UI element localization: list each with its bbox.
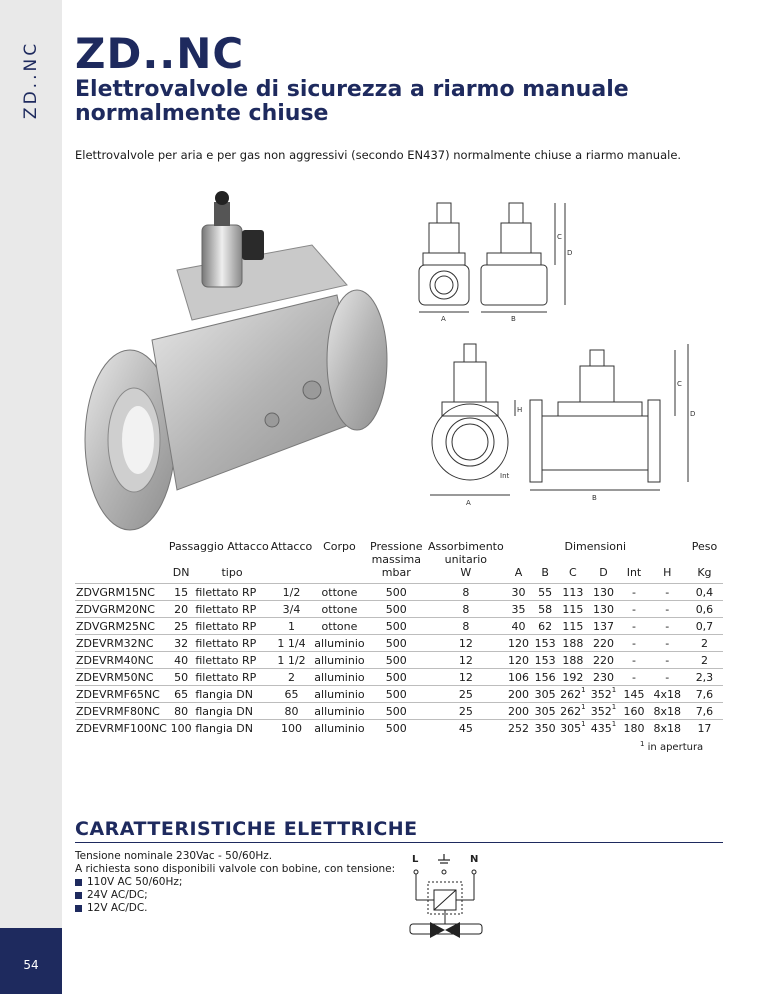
cell-w: 8	[427, 584, 505, 601]
cell-int: 160	[619, 703, 648, 720]
cell-a: 106	[505, 669, 533, 686]
drawing2-label-c: C	[677, 380, 682, 388]
cell-tipo: filettato RP	[194, 601, 269, 618]
cell-d: $435^1$	[588, 720, 620, 737]
table-row	[75, 635, 723, 652]
cell-dn: 65	[168, 686, 194, 703]
cell-corpo: alluminio	[314, 670, 365, 684]
wiring-schematic	[408, 850, 508, 945]
voltage-option: 24V AC/DC;	[75, 889, 405, 902]
cell-dn: 20	[168, 601, 194, 618]
cell-int: -	[619, 652, 648, 669]
electrical-text	[75, 850, 405, 915]
cell-kg: 2,3	[686, 669, 723, 686]
cell-tipo: filettato RP	[194, 618, 269, 635]
electrical-line-1: Tensione nominale 230Vac - 50/60Hz.	[75, 850, 273, 862]
header-corpo: Corpo	[323, 540, 356, 553]
cell-w: 8	[427, 618, 505, 635]
cell-w: 12	[427, 635, 505, 652]
header-pressione: Pressione massima	[370, 540, 423, 566]
cell-pressione: 500	[366, 703, 427, 720]
cell-d: 230	[588, 669, 620, 686]
cell-w: 25	[427, 686, 505, 703]
row-code: ZDEVRMF65NC	[75, 686, 168, 703]
cell-tipo: filettato RP	[194, 652, 269, 669]
cell-dn: 40	[168, 652, 194, 669]
cell-b: 305	[532, 703, 558, 720]
cell-tipo: flangia DN	[194, 720, 269, 737]
superscript-mark: 1	[581, 719, 586, 728]
electrical-heading: CARATTERISTICHE ELETTRICHE	[75, 818, 418, 840]
header-attacco-1: Attacco	[227, 540, 269, 553]
cell-b: 62	[532, 618, 558, 635]
header-peso: Peso	[691, 540, 718, 553]
cell-b: 350	[532, 720, 558, 737]
cell-pressione: 500	[366, 652, 427, 669]
cell-int: -	[619, 635, 648, 652]
cell-pressione: 500	[366, 601, 427, 618]
subheader-dn: DN	[172, 566, 190, 579]
cell-c: 192	[558, 669, 588, 686]
cell-h: -	[649, 652, 686, 669]
cell-b: 156	[532, 669, 558, 686]
cell-a: 35	[505, 601, 533, 618]
cell-kg: 7,6	[686, 686, 723, 703]
cell-d: $352^1$	[588, 703, 620, 720]
cell-corpo: alluminio	[314, 704, 365, 718]
cell-attacco: 2	[270, 669, 314, 686]
cell-dn: 80	[168, 703, 194, 720]
cell-corpo: alluminio	[314, 636, 365, 650]
cell-h: 4x18	[649, 686, 686, 703]
subheader-w: W	[460, 566, 472, 579]
superscript-mark: 1	[611, 702, 617, 711]
cell-tipo: flangia DN	[194, 703, 269, 720]
cell-corpo: alluminio	[314, 653, 365, 667]
cell-int: 145	[619, 686, 648, 703]
page-number: 54	[23, 958, 39, 972]
cell-b: 305	[532, 686, 558, 703]
row-code: ZDVGRM25NC	[75, 618, 168, 635]
superscript-mark: 1	[611, 719, 617, 728]
cell-kg: 7,6	[686, 703, 723, 720]
cell-attacco: 1	[270, 618, 314, 635]
superscript-mark: 1	[611, 685, 617, 694]
table-row	[75, 720, 723, 737]
cell-d: 220	[588, 652, 620, 669]
subheader-d: D	[599, 566, 608, 579]
subheader-tipo: tipo	[221, 566, 243, 579]
specs-subheader-row	[75, 566, 723, 584]
cell-a: 200	[505, 686, 533, 703]
table-row	[75, 601, 723, 618]
cell-c: $305^1$	[558, 720, 588, 737]
cell-kg: 0,4	[686, 584, 723, 601]
subheader-c: C	[569, 566, 577, 579]
cell-dn: 50	[168, 669, 194, 686]
cell-pressione: 500	[366, 635, 427, 652]
cell-h: -	[649, 618, 686, 635]
subheader-h: H	[663, 566, 672, 579]
subheader-mbar: mbar	[381, 566, 411, 579]
sidebar	[0, 0, 62, 994]
cell-a: 120	[505, 652, 533, 669]
cell-tipo: flangia DN	[194, 686, 269, 703]
cell-c: 115	[558, 618, 588, 635]
electrical-line-2: A richiesta sono disponibili valvole con bobine, con tensione:	[75, 863, 396, 875]
cell-c: 188	[558, 635, 588, 652]
cell-d: 220	[588, 635, 620, 652]
cell-b: 58	[532, 601, 558, 618]
cell-attacco: 1 1/2	[270, 652, 314, 669]
voltage-option: 110V AC 50/60Hz;	[75, 876, 405, 889]
header-attacco-2: Attacco	[270, 540, 313, 553]
row-code: ZDEVRM40NC	[75, 652, 168, 669]
cell-h: -	[649, 584, 686, 601]
cell-int: -	[619, 584, 648, 601]
table-row	[75, 584, 723, 601]
cell-w: 25	[427, 703, 505, 720]
cell-h: 8x18	[649, 703, 686, 720]
cell-corpo: ottone	[313, 618, 365, 635]
subheader-a: A	[514, 566, 523, 579]
cell-c: 188	[558, 652, 588, 669]
cell-c: $262^1$	[558, 703, 588, 720]
cell-h: -	[649, 635, 686, 652]
cell-kg: 0,7	[686, 618, 723, 635]
cell-b: 153	[532, 635, 558, 652]
subheader-int: Int	[626, 566, 642, 579]
cell-c: 115	[558, 601, 588, 618]
cell-tipo: filettato RP	[194, 635, 269, 652]
cell-kg: 17	[686, 720, 723, 737]
row-code: ZDVGRM15NC	[75, 584, 168, 601]
header-dimensioni: Dimensioni	[564, 540, 627, 553]
schematic-label-l: L	[412, 854, 419, 865]
cell-kg: 2	[686, 635, 723, 652]
cell-kg: 0,6	[686, 601, 723, 618]
cell-kg: 2	[686, 652, 723, 669]
cell-int: 180	[619, 720, 648, 737]
cell-dn: 25	[168, 618, 194, 635]
cell-h: -	[649, 601, 686, 618]
cell-attacco: 65	[270, 686, 314, 703]
cell-b: 55	[532, 584, 558, 601]
dimension-drawing-flanged	[420, 340, 700, 510]
row-code: ZDEVRM32NC	[75, 635, 168, 652]
cell-attacco: 80	[270, 703, 314, 720]
table-row	[75, 618, 723, 635]
footnote-text: in apertura	[647, 742, 704, 753]
drawing2-label-d: D	[690, 410, 696, 418]
cell-c: $262^1$	[558, 686, 588, 703]
cell-tipo: filettato RP	[194, 584, 269, 601]
cell-corpo: alluminio	[314, 721, 365, 735]
drawing-label-a: A	[441, 315, 446, 323]
cell-w: 8	[427, 601, 505, 618]
footnote	[640, 742, 703, 753]
intro-text: Elettrovalvole per aria e per gas non aggressivi (secondo EN437) normalmente chiuse a riarmo manuale.	[75, 148, 682, 162]
cell-int: -	[619, 601, 648, 618]
electrical-divider	[75, 842, 723, 843]
cell-pressione: 500	[366, 669, 427, 686]
drawing-label-c: C	[557, 233, 562, 241]
cell-pressione: 500	[366, 686, 427, 703]
cell-pressione: 500	[366, 720, 427, 737]
cell-a: 40	[505, 618, 533, 635]
cell-b: 153	[532, 652, 558, 669]
earth-icon	[438, 854, 450, 863]
cell-a: 200	[505, 703, 533, 720]
table-row	[75, 703, 723, 720]
subheader-kg: Kg	[697, 566, 712, 579]
header-passaggio: Passaggio	[168, 540, 224, 553]
drawing2-label-int: Int	[500, 472, 510, 480]
drawing2-label-a: A	[466, 499, 471, 507]
row-code: ZDEVRMF80NC	[75, 703, 168, 720]
cell-corpo: ottone	[313, 584, 365, 601]
table-row	[75, 686, 723, 703]
footnote-mark: 1	[640, 740, 645, 748]
cell-a: 252	[505, 720, 533, 737]
subheader-b: B	[541, 566, 549, 579]
cell-a: 30	[505, 584, 533, 601]
cell-w: 12	[427, 669, 505, 686]
cell-c: 113	[558, 584, 588, 601]
cell-a: 120	[505, 635, 533, 652]
drawing-label-b: B	[511, 315, 516, 323]
drawing-label-d: D	[567, 249, 573, 257]
cell-pressione: 500	[366, 584, 427, 601]
cell-dn: 15	[168, 584, 194, 601]
cell-d: $352^1$	[588, 686, 620, 703]
cell-h: 8x18	[649, 720, 686, 737]
cell-w: 45	[427, 720, 505, 737]
cell-tipo: filettato RP	[194, 669, 269, 686]
valve-photo	[82, 190, 412, 540]
table-row	[75, 669, 723, 686]
superscript-mark: 1	[581, 702, 586, 711]
cell-h: -	[649, 669, 686, 686]
cell-d: 137	[588, 618, 620, 635]
drawing2-label-b: B	[592, 494, 597, 502]
cell-attacco: 3/4	[270, 601, 314, 618]
specs-header-row	[75, 540, 723, 566]
cell-attacco: 100	[270, 720, 314, 737]
schematic-label-n: N	[470, 854, 479, 865]
voltage-option: 12V AC/DC.	[75, 902, 405, 915]
cell-d: 130	[588, 601, 620, 618]
superscript-mark: 1	[581, 685, 586, 694]
cell-attacco: 1/2	[270, 584, 314, 601]
table-row	[75, 652, 723, 669]
cell-int: -	[619, 618, 648, 635]
cell-d: 130	[588, 584, 620, 601]
drawing2-label-h: H	[517, 406, 523, 414]
dimension-drawing-threaded	[415, 195, 580, 325]
page-subtitle: Elettrovalvole di sicurezza a riarmo manuale normalmente chiuse	[75, 77, 629, 126]
specs-body	[75, 584, 723, 737]
voltage-options-list	[75, 876, 405, 915]
cell-corpo: alluminio	[314, 687, 365, 701]
row-code: ZDEVRM50NC	[75, 669, 168, 686]
page-title: ZD..NC	[75, 29, 245, 78]
side-product-code: ZD..NC	[21, 40, 41, 120]
cell-int: -	[619, 669, 648, 686]
specs-table	[75, 540, 723, 736]
cell-attacco: 1 1/4	[270, 635, 314, 652]
cell-pressione: 500	[366, 618, 427, 635]
header-assorbimento: Assorbimento unitario	[427, 540, 504, 566]
cell-corpo: ottone	[313, 601, 365, 618]
row-code: ZDEVRMF100NC	[76, 721, 167, 735]
row-code: ZDVGRM20NC	[75, 601, 168, 618]
page-number-box	[0, 928, 62, 994]
cell-w: 12	[427, 652, 505, 669]
cell-dn: 100	[168, 720, 194, 737]
cell-dn: 32	[168, 635, 194, 652]
